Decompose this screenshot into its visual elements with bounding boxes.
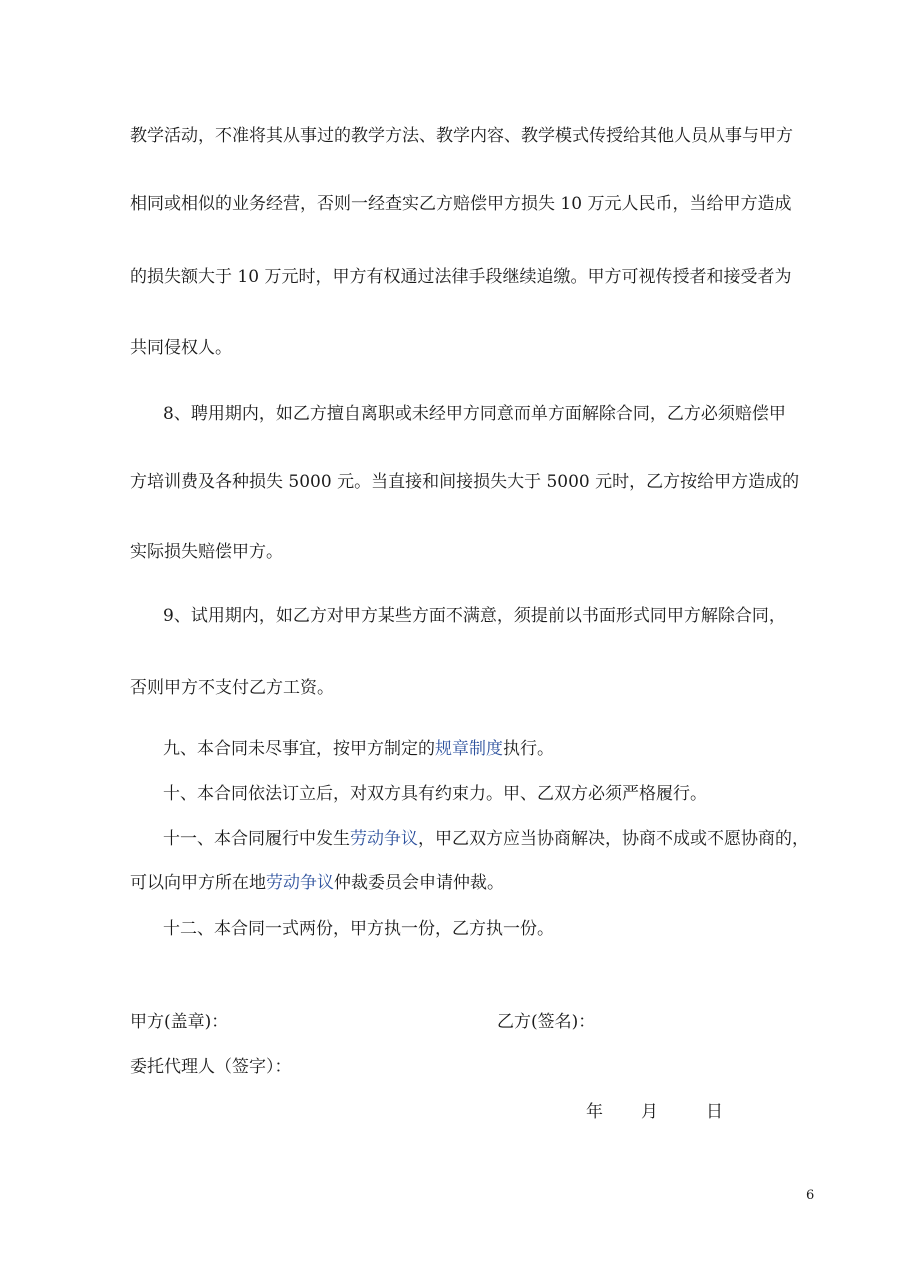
clause7-line-3: 的损失额大于 10 万元时，甲方有权通过法律手段继续追缴。甲方可视传授者和接受者为 [130, 267, 792, 287]
article-9 [163, 737, 863, 761]
clause8-line-2: 方培训费及各种损失 5000 元。当直接和间接损失大于 5000 元时，乙方按给甲方造成的 [130, 472, 800, 492]
date-month-label: 月 [641, 1102, 658, 1122]
article-11-text-before: 十一、本合同履行中发生 [163, 829, 350, 849]
article-11-line-1 [163, 827, 863, 851]
rules-link[interactable]: 规章制度 [435, 739, 503, 759]
article-12: 十二、本合同一式两份，甲方执一份，乙方执一份。 [163, 919, 554, 939]
clause7-line-1: 教学活动，不准将其从事过的教学方法、教学内容、教学模式传授给其他人员从事与甲方 [130, 126, 793, 146]
party-a-seal-label: 甲方(盖章)： [130, 1012, 229, 1032]
clause8-line-3: 实际损失赔偿甲方。 [130, 542, 283, 562]
clause9-line-2: 否则甲方不支付乙方工资。 [130, 678, 334, 698]
article-11-line-2 [130, 871, 830, 895]
party-b-sign-label: 乙方(签名)： [497, 1012, 596, 1032]
labor-dispute-link[interactable]: 劳动争议 [350, 829, 418, 849]
date-year-label: 年 [586, 1102, 603, 1122]
article-9-text-after: 执行。 [503, 739, 554, 759]
clause8-line-1: 8、聘用期内，如乙方擅自离职或未经甲方同意而单方面解除合同，乙方必须赔偿甲 [163, 404, 786, 424]
date-day-label: 日 [706, 1102, 723, 1122]
clause9-line-1: 9、试用期内，如乙方对甲方某些方面不满意，须提前以书面形式同甲方解除合同， [163, 606, 786, 626]
agent-sign-label: 委托代理人（签字）： [130, 1057, 292, 1077]
page-number: 6 [806, 1188, 815, 1203]
article-10: 十、本合同依法订立后，对双方具有约束力。甲、乙双方必须严格履行。 [163, 784, 707, 804]
article-11-line-2-after: 仲裁委员会申请仲裁。 [334, 873, 504, 893]
labor-dispute-link-2[interactable]: 劳动争议 [266, 873, 334, 893]
clause7-line-4: 共同侵权人。 [130, 338, 232, 358]
clause7-line-2: 相同或相似的业务经营，否则一经查实乙方赔偿甲方损失 10 万元人民币，当给甲方造成 [130, 194, 792, 214]
article-9-text-before: 九、本合同未尽事宜，按甲方制定的 [163, 739, 435, 759]
article-11-line-2-before: 可以向甲方所在地 [130, 873, 266, 893]
article-11-text-after: ，甲乙双方应当协商解决，协商不成或不愿协商的， [418, 829, 809, 849]
